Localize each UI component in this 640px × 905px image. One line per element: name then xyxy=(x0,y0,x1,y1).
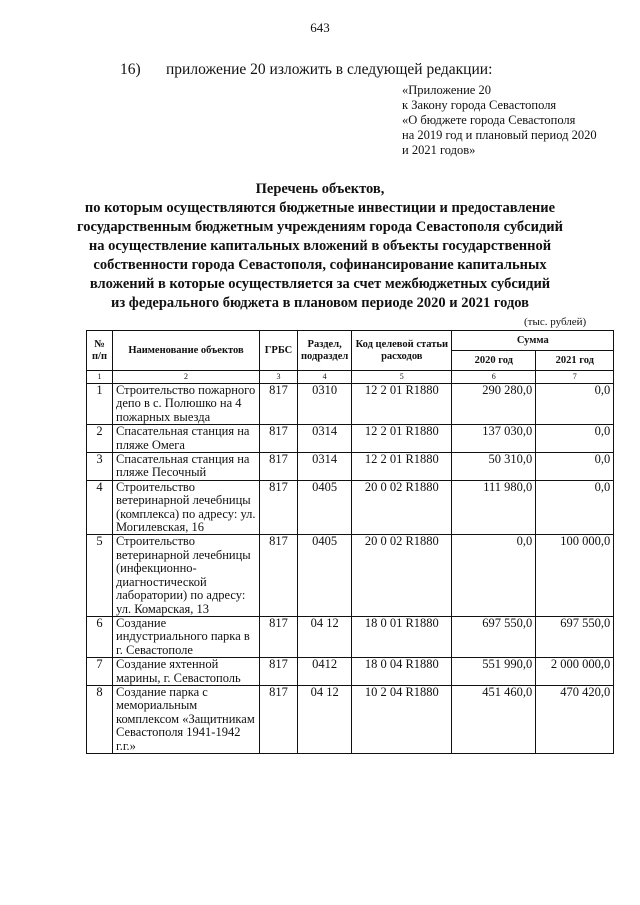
table-row xyxy=(87,535,614,616)
item-text: приложение 20 изложить в следующей редакции: xyxy=(166,61,493,78)
amendment-item xyxy=(120,61,492,79)
table-row xyxy=(87,425,614,453)
cell-grbs: 817 xyxy=(260,425,298,453)
cell-grbs: 817 xyxy=(260,685,298,753)
cell-code: 10 2 04 R1880 xyxy=(352,685,452,753)
page-number: 643 xyxy=(310,20,330,35)
column-number: 4 xyxy=(298,371,352,384)
cell-section: 0412 xyxy=(298,658,352,686)
cell-2020: 50 310,0 xyxy=(452,453,536,481)
header-2020: 2020 год xyxy=(452,351,536,371)
appendix-line: к Закону города Севастополя xyxy=(402,98,557,112)
appendix-line: и 2021 годов» xyxy=(402,143,476,157)
cell-name: Строительство пожарного депо в с. Полюшко на 4 пожарных выезда xyxy=(113,384,260,425)
cell-num: 4 xyxy=(87,480,113,535)
appendix-line: «О бюджете города Севастополя xyxy=(402,113,576,127)
cell-2020: 137 030,0 xyxy=(452,425,536,453)
cell-2020: 290 280,0 xyxy=(452,384,536,425)
cell-code: 12 2 01 R1880 xyxy=(352,425,452,453)
header-num: № п/п xyxy=(87,331,113,371)
cell-name: Строительство ветеринарной лечебницы (инфекционно-диагностической лаборатории) по адресу: ул. Комарская, 13 xyxy=(113,535,260,616)
cell-name: Создание яхтенной марины, г. Севастополь xyxy=(113,658,260,686)
table-row xyxy=(87,453,614,481)
cell-2021: 470 420,0 xyxy=(536,685,614,753)
cell-2020: 697 550,0 xyxy=(452,616,536,657)
cell-code: 12 2 01 R1880 xyxy=(352,384,452,425)
title-line: вложений в которые осуществляется за счет межбюджетных субсидий xyxy=(89,276,551,292)
title-line: на осуществление капитальных вложений в объекты государственной xyxy=(88,238,552,254)
units-label: (тыс. рублей) xyxy=(524,316,587,328)
header-sum: Сумма xyxy=(452,331,614,351)
cell-grbs: 817 xyxy=(260,535,298,616)
header-name: Наименование объектов xyxy=(113,331,260,371)
cell-grbs: 817 xyxy=(260,658,298,686)
cell-code: 20 0 02 R1880 xyxy=(352,535,452,616)
cell-num: 5 xyxy=(87,535,113,616)
cell-grbs: 817 xyxy=(260,453,298,481)
header-section: Раздел, подраздел xyxy=(298,331,352,371)
cell-2020: 0,0 xyxy=(452,535,536,616)
cell-code: 20 0 02 R1880 xyxy=(352,480,452,535)
cell-name: Спасательная станция на пляже Омега xyxy=(113,425,260,453)
column-number: 1 xyxy=(87,371,113,384)
cell-2021: 2 000 000,0 xyxy=(536,658,614,686)
cell-num: 7 xyxy=(87,658,113,686)
header-code: Код целевой статьи расходов xyxy=(352,331,452,371)
cell-num: 3 xyxy=(87,453,113,481)
cell-grbs: 817 xyxy=(260,616,298,657)
title-line: из федерального бюджета в плановом периоде 2020 и 2021 годов xyxy=(111,295,529,311)
table-row xyxy=(87,384,614,425)
cell-code: 18 0 04 R1880 xyxy=(352,658,452,686)
cell-num: 8 xyxy=(87,685,113,753)
cell-2020: 551 990,0 xyxy=(452,658,536,686)
cell-code: 12 2 01 R1880 xyxy=(352,453,452,481)
cell-section: 0314 xyxy=(298,425,352,453)
cell-2021: 0,0 xyxy=(536,453,614,481)
cell-2020: 111 980,0 xyxy=(452,480,536,535)
cell-2020: 451 460,0 xyxy=(452,685,536,753)
cell-section: 04 12 xyxy=(298,685,352,753)
cell-section: 0405 xyxy=(298,480,352,535)
cell-2021: 0,0 xyxy=(536,384,614,425)
cell-2021: 100 000,0 xyxy=(536,535,614,616)
cell-num: 6 xyxy=(87,616,113,657)
cell-section: 0314 xyxy=(298,453,352,481)
objects-table xyxy=(86,330,614,754)
column-number: 7 xyxy=(536,371,614,384)
appendix-header xyxy=(402,83,597,158)
cell-name: Создание индустриального парка в г. Севастополе xyxy=(113,616,260,657)
column-number: 2 xyxy=(113,371,260,384)
cell-name: Создание парка с мемориальным комплексом «Защитникам Севастополя 1941-1942 г.г.» xyxy=(113,685,260,753)
header-grbs: ГРБС xyxy=(260,331,298,371)
cell-grbs: 817 xyxy=(260,384,298,425)
column-number: 5 xyxy=(352,371,452,384)
cell-section: 04 12 xyxy=(298,616,352,657)
appendix-line: «Приложение 20 xyxy=(402,83,491,97)
cell-2021: 697 550,0 xyxy=(536,616,614,657)
header-2021: 2021 год xyxy=(536,351,614,371)
appendix-line: на 2019 год и плановый период 2020 xyxy=(402,128,597,142)
title-line: Перечень объектов, xyxy=(255,181,385,197)
cell-2021: 0,0 xyxy=(536,425,614,453)
cell-num: 1 xyxy=(87,384,113,425)
column-number-row xyxy=(87,371,614,384)
column-number: 3 xyxy=(260,371,298,384)
title-line: собственности города Севастополя, софинансирование капитальных xyxy=(93,257,547,273)
cell-grbs: 817 xyxy=(260,480,298,535)
cell-name: Спасательная станция на пляже Песочный xyxy=(113,453,260,481)
table-row xyxy=(87,685,614,753)
table-row xyxy=(87,616,614,657)
column-number: 6 xyxy=(452,371,536,384)
title-line: по которым осуществляются бюджетные инвестиции и предоставление xyxy=(84,200,556,216)
document-title xyxy=(60,180,580,313)
cell-num: 2 xyxy=(87,425,113,453)
cell-section: 0310 xyxy=(298,384,352,425)
cell-code: 18 0 01 R1880 xyxy=(352,616,452,657)
table-row xyxy=(87,480,614,535)
cell-2021: 0,0 xyxy=(536,480,614,535)
title-line: государственным бюджетным учреждениям города Севастополя субсидий xyxy=(77,219,563,235)
cell-section: 0405 xyxy=(298,535,352,616)
cell-name: Строительство ветеринарной лечебницы (комплекса) по адресу: ул. Могилевская, 16 xyxy=(113,480,260,535)
item-number: 16) xyxy=(120,61,141,78)
table-row xyxy=(87,658,614,686)
